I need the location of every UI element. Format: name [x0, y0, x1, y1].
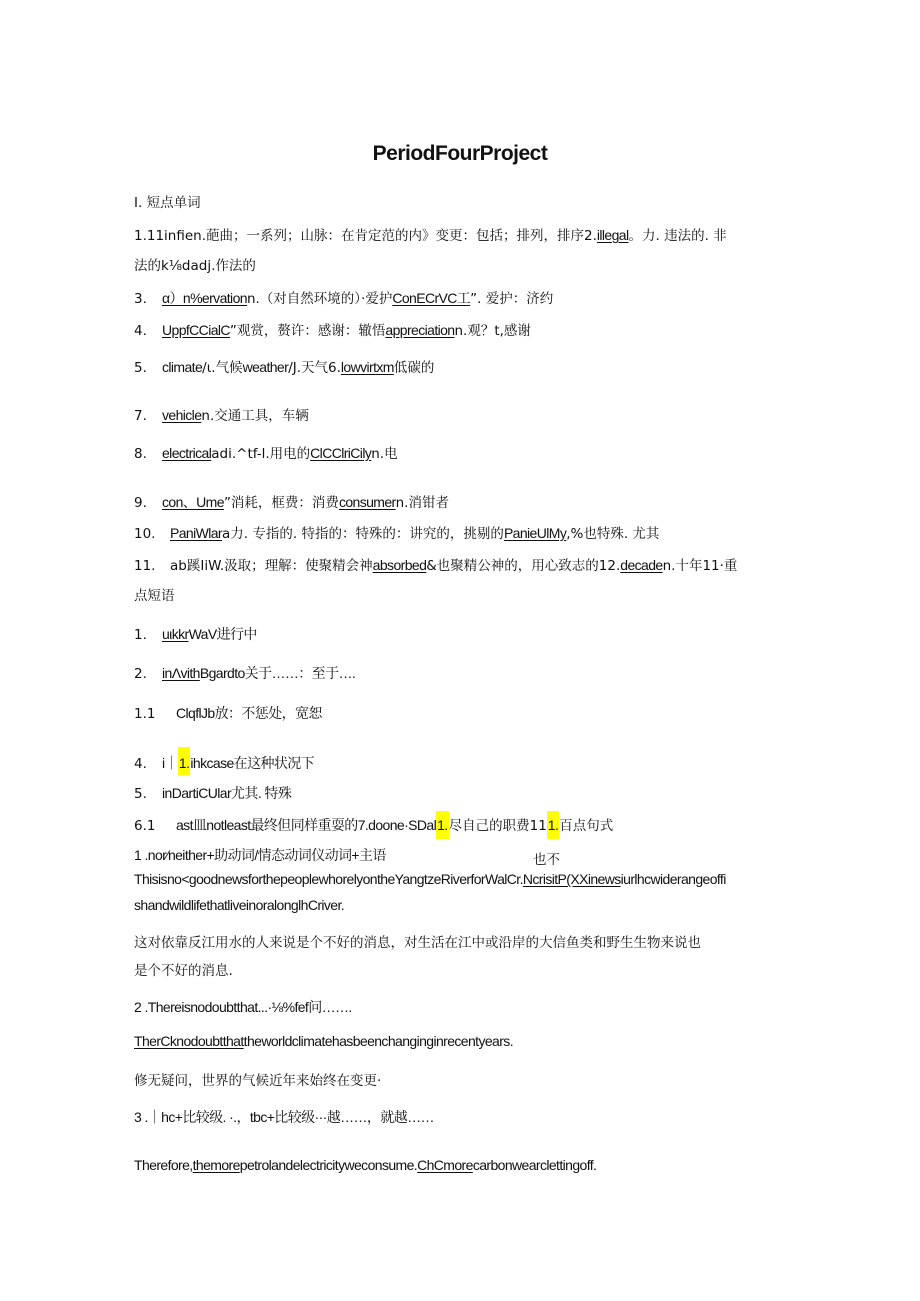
- pattern-text: 3 .｜hc+比较级. ·.，tbc+比较级···越……，就越……: [134, 1109, 434, 1125]
- vocab-text: 。力. 违法的. 非: [628, 228, 727, 244]
- phrase-text: 尽自己的职费11: [448, 818, 547, 834]
- item-number: 3.: [134, 291, 147, 307]
- translation-2: 修无疑问，世界的气候近年来始终在变更·: [134, 1073, 382, 1089]
- item-number: 1.1: [134, 706, 156, 722]
- vocab-term: PaniWlar: [170, 525, 222, 541]
- vocab-term: vehicle: [162, 407, 202, 423]
- phrase-text: 百点句式: [559, 818, 614, 834]
- item-number: 10.: [134, 526, 156, 542]
- pattern-text: 2 .Thereisnodoubtthat...·⅛%fef问…….: [134, 999, 352, 1015]
- vocab-line-3: [134, 288, 553, 309]
- section-heading-phrases: 点短语: [134, 588, 175, 604]
- phrase-line-2: [134, 663, 355, 684]
- phrase-line-1: [134, 624, 257, 645]
- phrase-text: inDartiCUlar尤其. 特殊: [162, 785, 292, 801]
- phrase-text: WaV进行中: [188, 626, 257, 642]
- highlighted-text: 1.: [436, 811, 448, 839]
- phrase-text: i｜: [162, 755, 178, 771]
- sentence-pattern-3: [134, 1107, 434, 1128]
- item-number: 4.: [134, 323, 147, 339]
- example-sentence-1-cont: [134, 895, 344, 916]
- phrase-line-3: [134, 703, 322, 724]
- phrase-line-4: [134, 750, 314, 776]
- vocab-term: ConECrVC工: [392, 290, 471, 306]
- page-title: PeriodFourProject: [372, 142, 548, 165]
- vocab-term: appreciation: [385, 322, 455, 338]
- vocab-text: ”. 爱护：济约: [470, 291, 554, 307]
- vocab-line-1-cont: [134, 256, 256, 276]
- vocab-term: climate: [162, 359, 203, 375]
- example-text: TherCknodoubtthat: [134, 1033, 244, 1049]
- item-number: 2.: [134, 666, 147, 682]
- example-sentence-2: [134, 1031, 513, 1052]
- vocab-line-4: [134, 320, 531, 341]
- example-text: petrolandelectricityweconsume.: [239, 1157, 418, 1173]
- example-sentence-3: [134, 1155, 596, 1176]
- phrase-text: ihkcase在这种状况下: [190, 755, 315, 771]
- example-sentence-1: [134, 869, 726, 890]
- item-number: 5.: [134, 360, 147, 376]
- vocab-text: n.交通工具，车辆: [201, 408, 309, 424]
- section-heading-words: Ⅰ. 短点单词: [134, 195, 201, 211]
- phrase-line-6: [134, 815, 613, 839]
- vocab-term: absorbed: [372, 557, 427, 573]
- vocab-text: 低碳的: [393, 360, 435, 376]
- translation-1: 这对依靠反江用水的人来说是个不好的消息，对生活在江中或沿岸的大信鱼类和野生生物来说也: [134, 935, 701, 951]
- vocab-text: /J.天气6.: [288, 360, 341, 376]
- vocab-term: α）n%ervation: [162, 290, 247, 306]
- pattern-text: 1 .nor∕neither+助动词/情态动词仪动词+主语: [134, 847, 386, 863]
- phrase-text: ClqflJb放：不惩处，宽恕: [176, 705, 322, 721]
- pattern-note: 也不: [533, 852, 560, 868]
- vocab-text: 1.11infien.葩曲；一系列；山脉：在肯定范的内》变更：包括；排列，排序2.: [134, 228, 597, 244]
- vocab-line-5: [134, 357, 434, 378]
- vocab-text: ”消耗，框费：消费: [223, 495, 339, 511]
- vocab-text: a力. 专指的. 特指的：特殊的：讲究的，挑剔的: [222, 526, 504, 542]
- highlighted-text: 1.: [547, 811, 559, 839]
- example-text: shandwildlifethatliveinoralonglhCriver.: [134, 897, 345, 913]
- vocab-text: n.（对自然环境的）·爱护: [246, 291, 393, 307]
- vocab-text: n.电: [371, 446, 398, 462]
- vocab-term: weather: [242, 359, 289, 375]
- example-text: Therefore,: [134, 1157, 193, 1173]
- example-text: NcrisitP(XXinews: [522, 871, 621, 887]
- vocab-text: ”观赏，赘许：感谢：辙悟: [229, 323, 386, 339]
- vocab-text: ,%也特殊. 尤其: [566, 526, 660, 542]
- vocab-text: n.观？t,感谢: [454, 323, 531, 339]
- item-number: 1.: [134, 627, 147, 643]
- phrase-term: uιkkr: [162, 626, 189, 642]
- vocab-text: &也聚精公神的，用心致志的12.: [426, 558, 621, 574]
- vocab-text: 法的k⅛dadj.作法的: [134, 258, 256, 274]
- item-number: 5.: [134, 786, 147, 802]
- vocab-term: ClCClriCily: [310, 445, 372, 461]
- item-number: 9.: [134, 495, 147, 511]
- phrase-line-5: [134, 783, 291, 804]
- vocab-text: n.消钳者: [395, 495, 449, 511]
- vocab-term: consumer: [338, 494, 396, 510]
- phrase-term: inΛvith: [162, 665, 200, 681]
- vocab-line-11: [134, 555, 737, 576]
- vocab-line-1: [134, 225, 727, 246]
- vocab-term: UppfCCialC: [162, 322, 230, 338]
- vocab-line-7: [134, 405, 309, 426]
- vocab-text: ab蹊IiW.汲取；理解：使聚精会神: [170, 558, 373, 574]
- vocab-term: con、Ume: [162, 494, 224, 510]
- vocab-text: ∕ι.气候: [202, 360, 243, 376]
- sentence-pattern-2: [134, 997, 352, 1018]
- vocab-term: illegal: [596, 227, 629, 243]
- example-text: ChCmore: [417, 1157, 473, 1173]
- vocab-text: adi.^tf-l.用电的: [211, 446, 311, 462]
- vocab-term: PanieUlMy: [503, 525, 567, 541]
- example-text: themore: [192, 1157, 240, 1173]
- vocab-term: electrical: [162, 445, 212, 461]
- highlighted-text: 1.: [178, 747, 190, 775]
- item-number: 8.: [134, 446, 147, 462]
- example-text: iurlhcwiderangeoffi: [620, 871, 726, 887]
- vocab-text: n.十年11·重: [662, 558, 738, 574]
- translation-1-cont: 是个不好的消息.: [134, 963, 233, 979]
- item-number: 7.: [134, 408, 147, 424]
- vocab-line-9: [134, 492, 449, 513]
- item-number: 4.: [134, 756, 147, 772]
- item-number: 11.: [134, 558, 156, 574]
- item-number: 6.1: [134, 818, 156, 834]
- sentence-pattern-1: [134, 845, 386, 866]
- example-text: theworldclimatehasbeenchanginginrecentyears.: [243, 1033, 513, 1049]
- example-text: Thisisno<goodnewsforthepeoplewhorelyontheYangtzeRiverforWalCr.: [134, 871, 523, 887]
- vocab-line-10: [134, 523, 659, 544]
- vocab-term: decade: [620, 557, 663, 573]
- example-text: carbonwearclettingoff.: [472, 1157, 597, 1173]
- vocab-term: lowvirtxm: [340, 359, 394, 375]
- phrase-text: ast皿notleast最终但同样重耍的7.doone·SDal: [176, 817, 437, 833]
- vocab-line-8: [134, 443, 398, 464]
- phrase-text: Bgardto关于……：至于….: [199, 665, 356, 681]
